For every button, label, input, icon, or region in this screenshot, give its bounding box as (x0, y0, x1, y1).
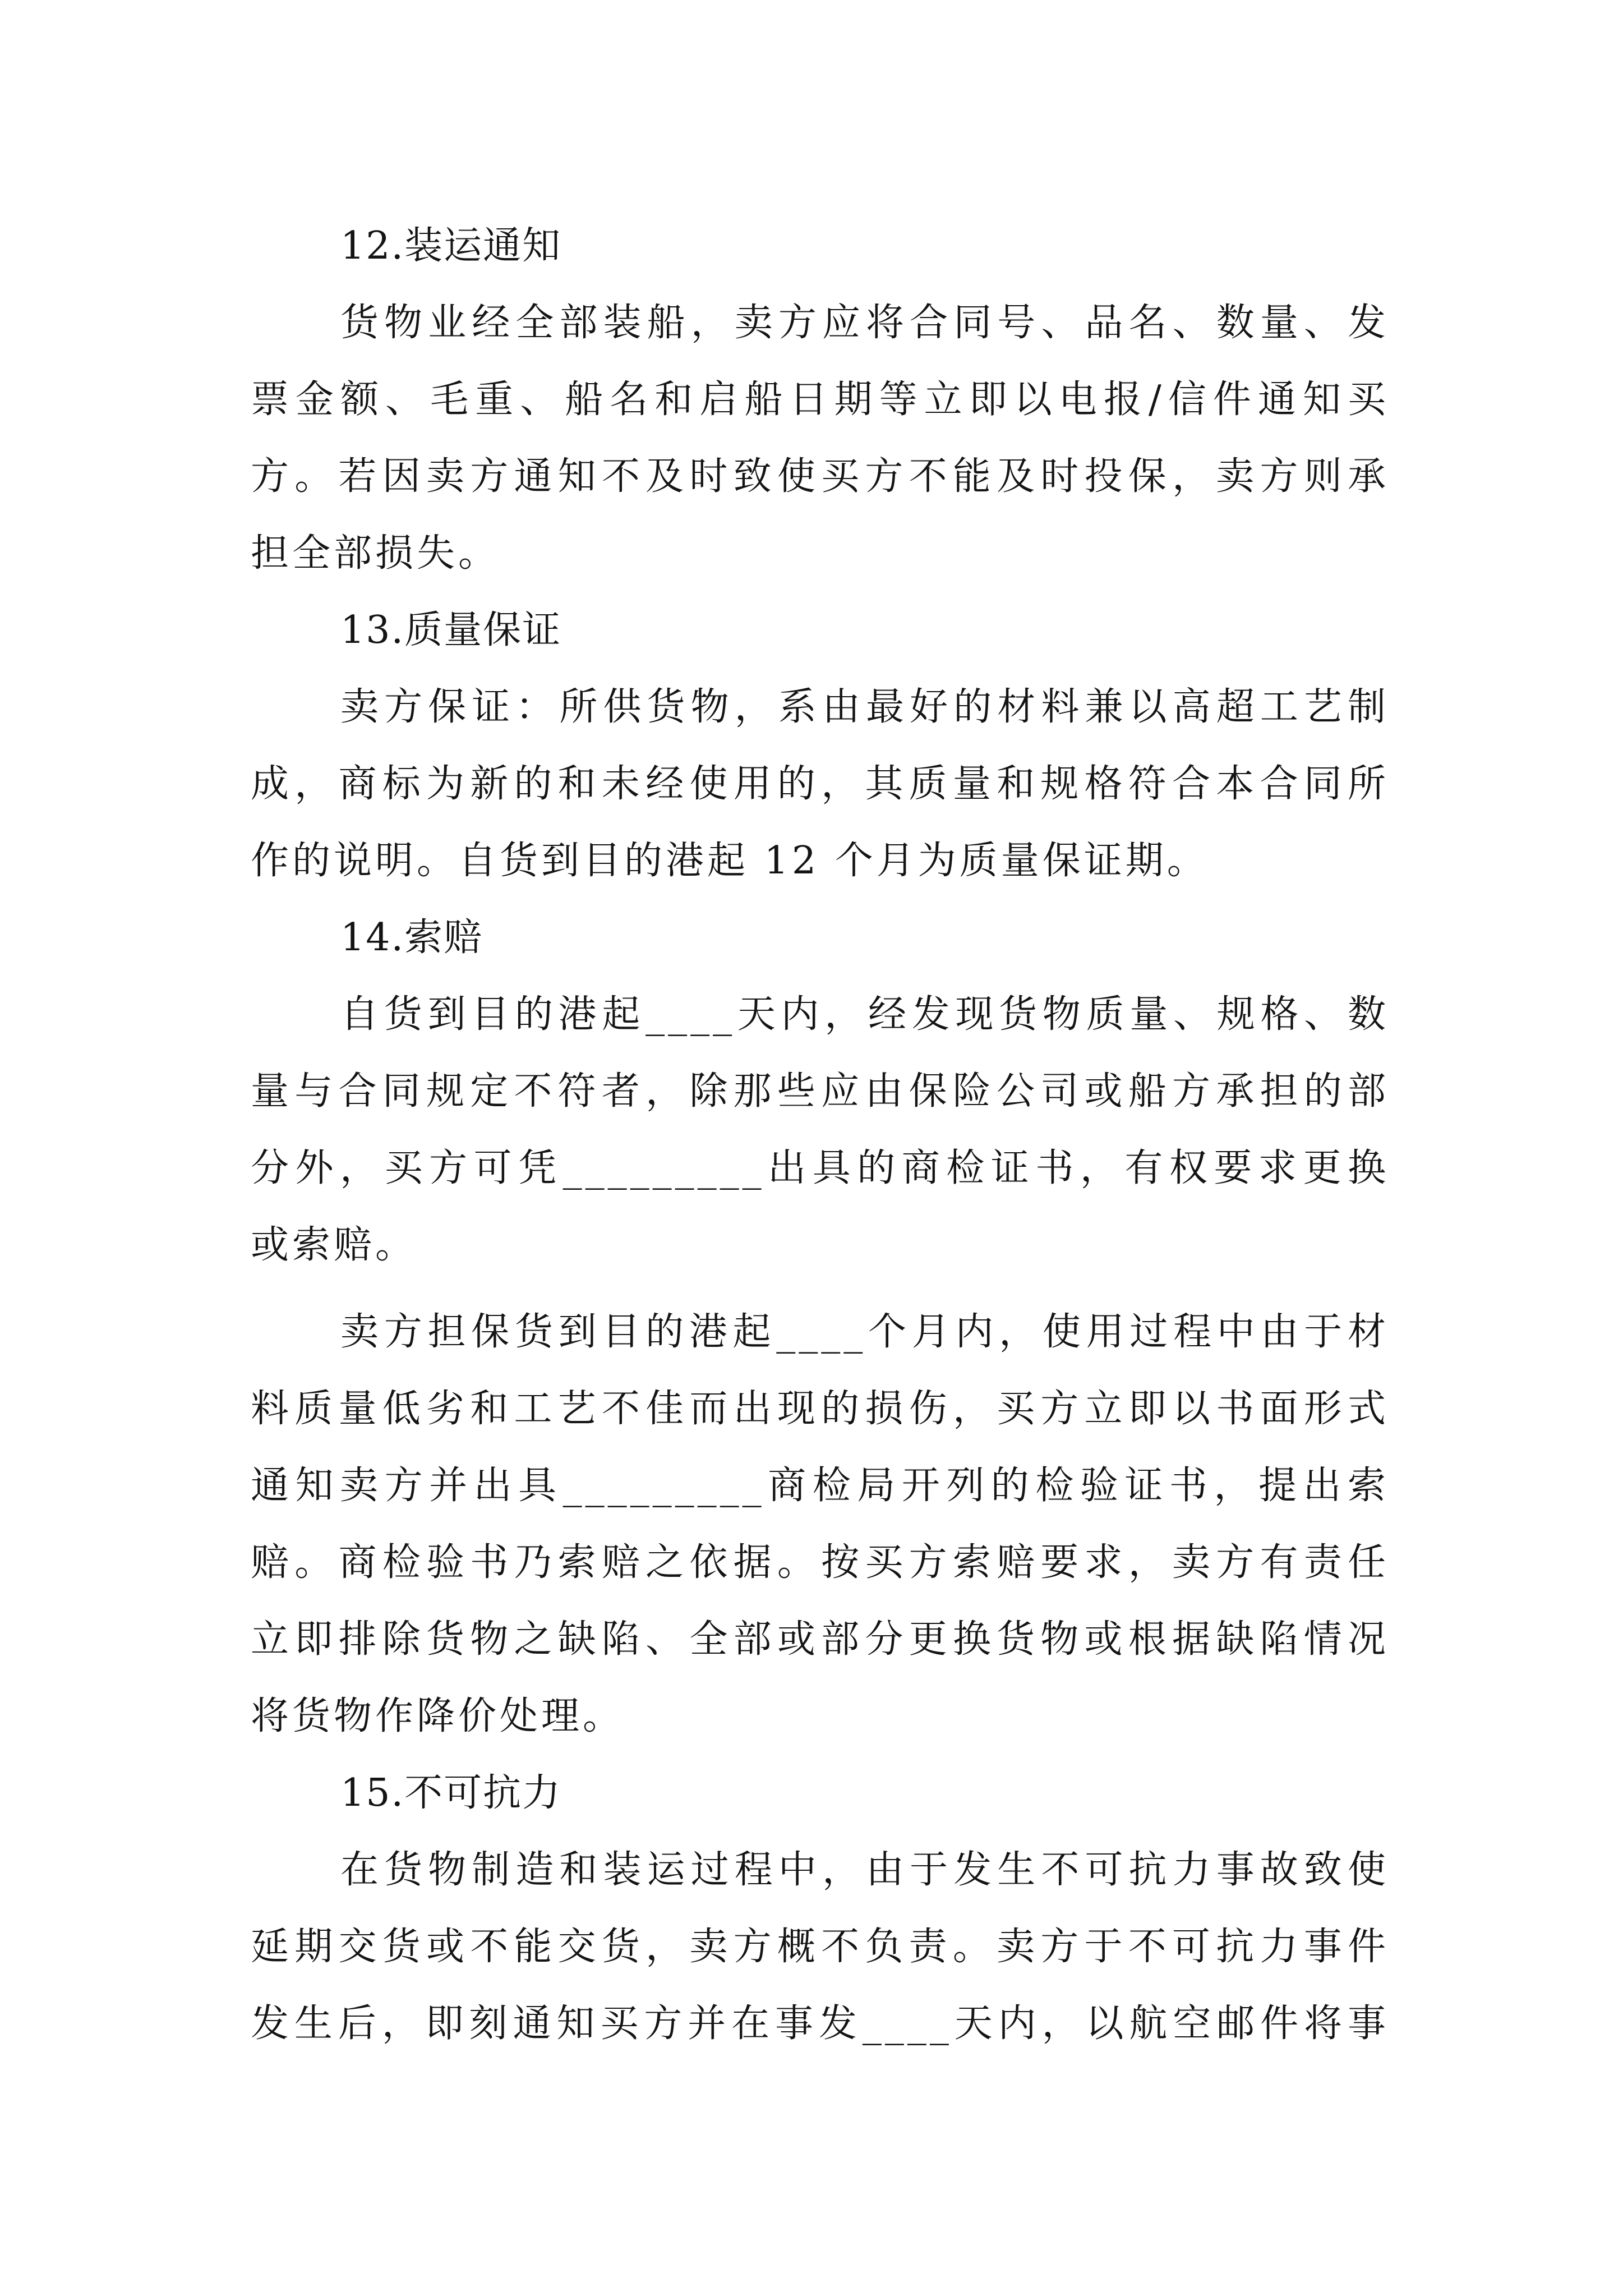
paragraph-line: 票金额、毛重、船名和启船日期等立即以电报/信件通知买 (251, 378, 1389, 422)
paragraph (251, 1294, 1389, 1755)
section-heading: 15.不可抗力 (340, 1771, 562, 1815)
paragraph-line: 料质量低劣和工艺不佳而出现的损伤，买方立即以书面形式 (251, 1387, 1389, 1431)
paragraph-spacer (251, 1283, 1389, 1294)
paragraph (251, 1832, 1389, 2062)
section-12 (251, 208, 1389, 592)
paragraph-line: 延期交货或不能交货，卖方概不负责。卖方于不可抗力事件 (251, 1925, 1389, 1969)
paragraph-line: 或索赔。 (251, 1223, 417, 1267)
paragraph-line: 担全部损失。 (251, 531, 500, 576)
section-15 (251, 1755, 1389, 2062)
paragraph-line: 分外，买方可凭_________出具的商检证书，有权要求更换 (251, 1146, 1389, 1190)
section-13 (251, 592, 1389, 899)
paragraph (251, 976, 1389, 1283)
section-heading: 12.装运通知 (340, 224, 562, 268)
paragraph-line: 作的说明。自货到目的港起 12 个月为质量保证期。 (251, 839, 1209, 883)
paragraph-line: 货物业经全部装船，卖方应将合同号、品名、数量、发 (340, 301, 1389, 345)
paragraph-line: 在货物制造和装运过程中，由于发生不可抗力事故致使 (340, 1848, 1389, 1892)
paragraph-line: 卖方保证：所供货物，系由最好的材料兼以高超工艺制 (340, 685, 1389, 729)
section-heading: 14.索赔 (340, 915, 483, 960)
paragraph-line: 卖方担保货到目的港起____个月内，使用过程中由于材 (340, 1310, 1389, 1354)
paragraph-line: 自货到目的港起____天内，经发现货物质量、规格、数 (340, 992, 1389, 1037)
paragraph-line: 立即排除货物之缺陷、全部或部分更换货物或根据缺陷情况 (251, 1617, 1389, 1662)
paragraph-line: 发生后，即刻通知买方并在事发____天内，以航空邮件将事 (251, 2001, 1389, 2046)
paragraph-line: 将货物作降价处理。 (251, 1694, 625, 1738)
paragraph-line: 成，商标为新的和未经使用的，其质量和规格符合本合同所 (251, 762, 1389, 806)
paragraph (251, 669, 1389, 899)
paragraph-line: 赔。商检验书乃索赔之依据。按买方索赔要求，卖方有责任 (251, 1540, 1389, 1585)
paragraph (251, 284, 1389, 592)
paragraph-line: 量与合同规定不符者，除那些应由保险公司或船方承担的部 (251, 1069, 1389, 1114)
document-body (251, 208, 1389, 2062)
section-14 (251, 899, 1389, 1755)
paragraph-line: 通知卖方并出具_________商检局开列的检验证书，提出索 (251, 1464, 1389, 1508)
section-heading: 13.质量保证 (340, 608, 562, 652)
paragraph-line: 方。若因卖方通知不及时致使买方不能及时投保，卖方则承 (251, 454, 1389, 499)
